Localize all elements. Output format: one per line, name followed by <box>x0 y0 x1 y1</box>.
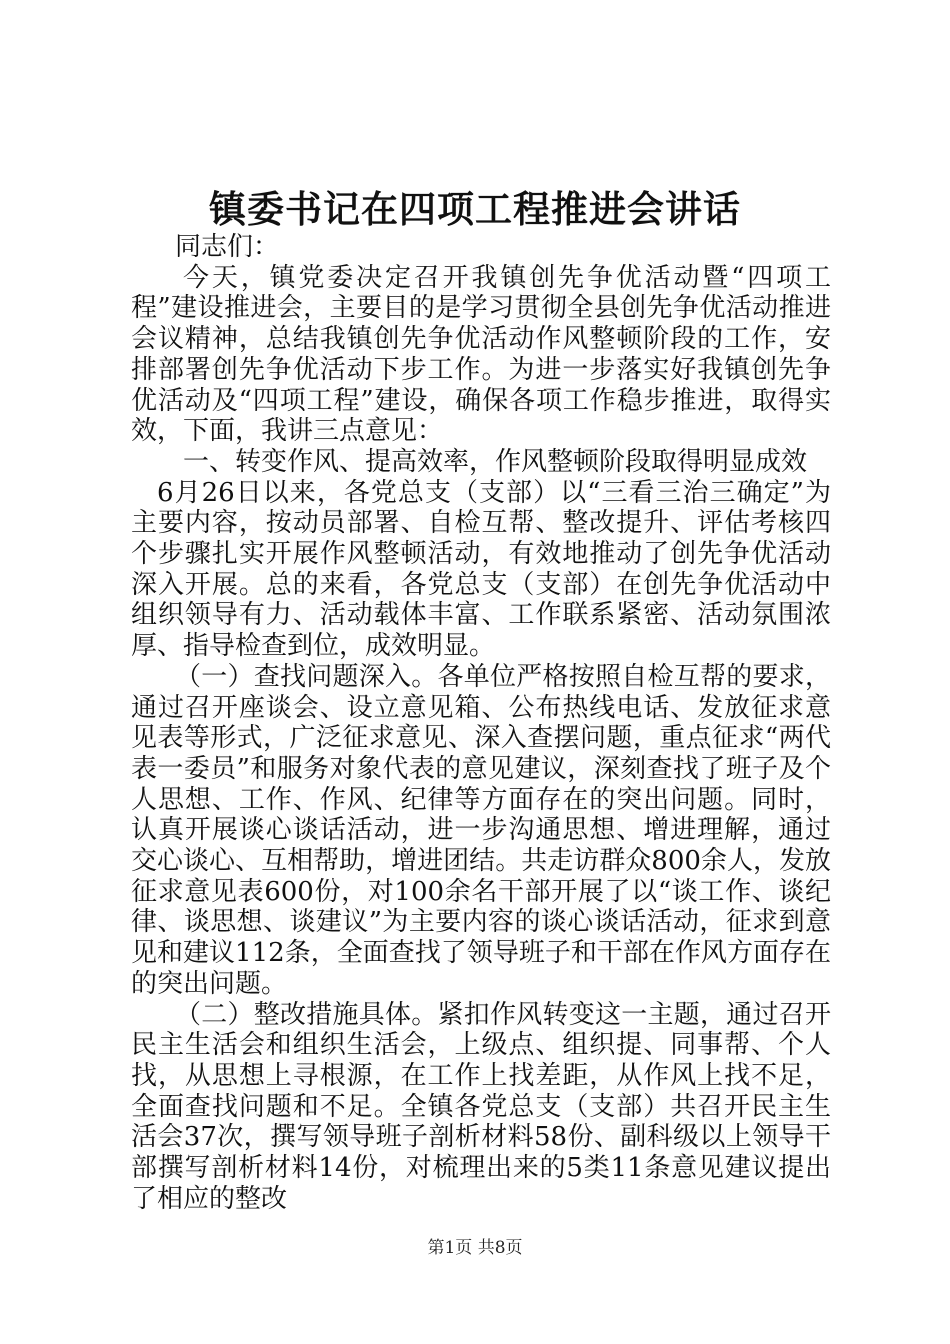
subsection-paragraph-1: （一）查找问题深入。各单位严格按照自检互帮的要求，通过召开座谈会、设立意见箱、公布热线电话、发放征求意见表等形式，广泛征求意见、深入查摆问题，重点征求“两代表一委员”和服务对象代表的意见建议，深刻查找了班子及个人思想、工作、作风、纪律等方面存在的突出问题。同时，认真开展谈心谈话活动，进一步沟通思想、增进理解，通过交心谈心、互相帮助，增进团结。共走访群众800余人，发放征求意见表600份，对100余名干部开展了以“谈工作、谈纪律、谈思想、谈建议”为主要内容的谈心谈话活动，征求到意见和建议112条，全面查找了领导班子和干部在作风方面存在的突出问题。 <box>131 661 831 999</box>
intro-paragraph: 今天，镇党委决定召开我镇创先争优活动暨“四项工程”建设推进会，主要目的是学习贯彻全县创先争优活动推进会议精神，总结我镇创先争优活动作风整顿阶段的工作，安排部署创先争优活动下步工作。为进一步落实好我镇创先争优活动及“四项工程”建设，确保各项工作稳步推进，取得实效，下面，我讲三点意见： <box>131 262 831 447</box>
section-heading-1: 一、转变作风、提高效率，作风整顿阶段取得明显成效 <box>183 446 808 477</box>
document-title: 镇委书记在四项工程推进会讲话 <box>209 187 741 231</box>
salutation-paragraph: 同志们： <box>175 232 280 262</box>
body-paragraph: 6月26日以来，各党总支（支部）以“三看三治三确定”为主要内容，按动员部署、自检互帮、整改提升、评估考核四个步骤扎实开展作风整顿活动，有效地推动了创先争优活动深入开展。总的来看，各党总支（支部）在创先争优活动中组织领导有力、活动载体丰富、工作联系紧密、活动氛围浓厚、指导检查到位，成效明显。 <box>131 477 831 662</box>
page-number-footer: 第1页 共8页 <box>427 1238 523 1258</box>
subsection-paragraph-2: （二）整改措施具体。紧扣作风转变这一主题，通过召开民主生活会和组织生活会，上级点、组织提、同事帮、个人找，从思想上寻根源，在工作上找差距，从作风上找不足，全面查找问题和不足。全镇各党总支（支部）共召开民主生活会37次，撰写领导班子剖析材料58份、副科级以上领导干部撰写剖析材料14份，对梳理出来的5类11条意见建议提出了相应的整改 <box>131 999 831 1214</box>
document-body <box>131 232 831 1215</box>
